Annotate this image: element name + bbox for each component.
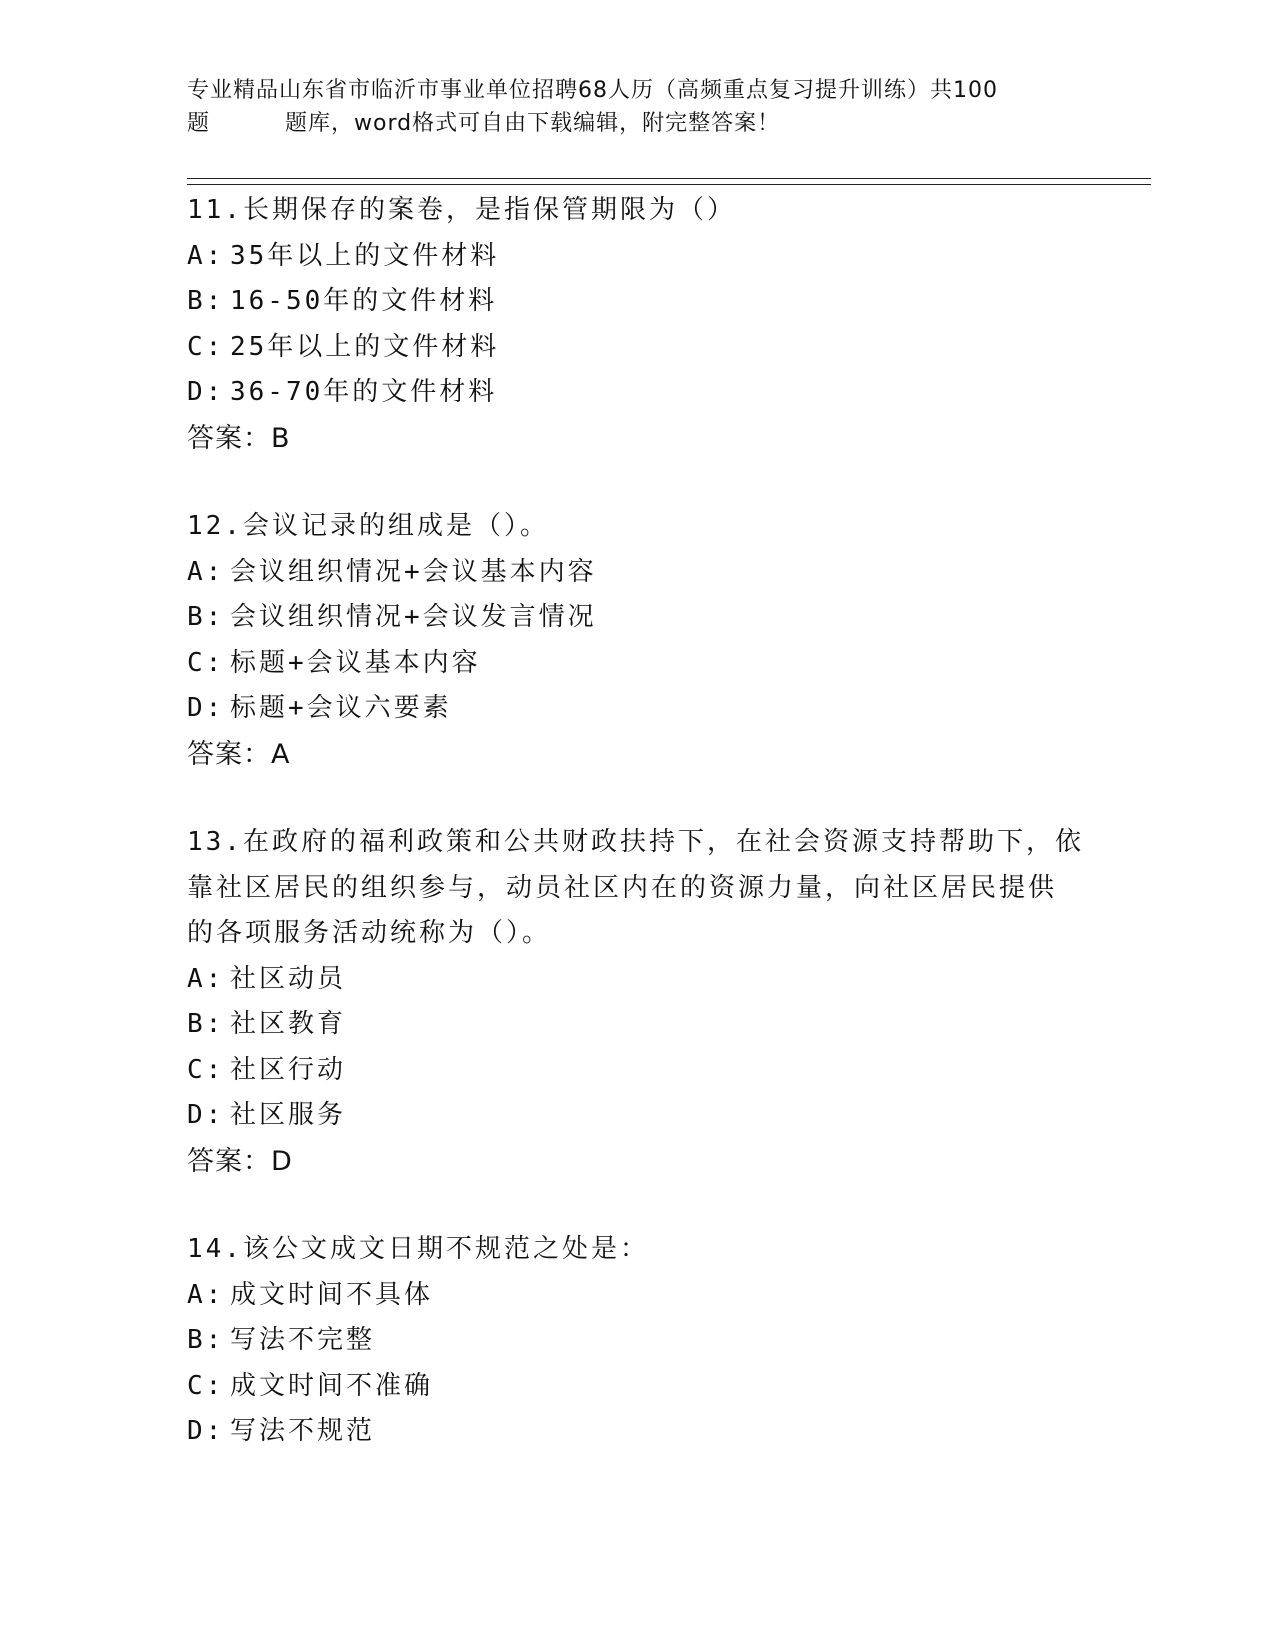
question-stem-line-3: 的各项服务活动统称为（）。 bbox=[187, 918, 552, 948]
question-12 bbox=[187, 504, 1087, 777]
option-a bbox=[187, 1273, 1087, 1319]
header-title-line-2 bbox=[187, 107, 1067, 140]
option-b bbox=[187, 1002, 1087, 1048]
option-label: C: bbox=[187, 647, 225, 678]
option-text: 35年以上的文件材料 bbox=[230, 240, 500, 271]
option-label: A: bbox=[187, 1279, 225, 1310]
question-13 bbox=[187, 820, 1087, 1184]
option-label: B: bbox=[187, 1009, 225, 1039]
option-a bbox=[187, 234, 1087, 280]
question-14 bbox=[187, 1227, 1087, 1455]
option-label: A: bbox=[187, 556, 225, 587]
option-label: B: bbox=[187, 286, 225, 316]
option-label: B: bbox=[187, 1325, 225, 1355]
option-text: 25年以上的文件材料 bbox=[230, 331, 500, 362]
answer-line: 答案：A bbox=[187, 738, 291, 770]
option-label: D: bbox=[187, 693, 225, 723]
option-text: 标题+会议六要素 bbox=[230, 693, 452, 723]
question-list bbox=[187, 188, 1087, 1498]
question-11 bbox=[187, 188, 1087, 461]
option-d bbox=[187, 686, 1087, 732]
document-header bbox=[187, 74, 1067, 140]
header-title-line-2-text: 题库，word格式可自由下载编辑，附完整答案！ bbox=[285, 111, 781, 136]
option-c bbox=[187, 641, 1087, 687]
option-label: D: bbox=[187, 1416, 225, 1446]
option-b bbox=[187, 595, 1087, 641]
option-label: B: bbox=[187, 602, 225, 632]
option-text: 成文时间不准确 bbox=[230, 1370, 434, 1401]
option-text: 社区行动 bbox=[230, 1054, 347, 1085]
option-b bbox=[187, 279, 1087, 325]
header-title-line-1: 专业精品山东省市临沂市事业单位招聘68人历（高频重点复习提升训练）共100 bbox=[187, 78, 998, 103]
header-divider-top bbox=[187, 178, 1151, 179]
option-d bbox=[187, 1093, 1087, 1139]
header-title-line-2-prefix: 题 bbox=[187, 111, 211, 136]
header-divider-bottom bbox=[187, 184, 1151, 185]
option-a bbox=[187, 957, 1087, 1003]
option-label: D: bbox=[187, 1100, 225, 1130]
option-c bbox=[187, 325, 1087, 371]
option-label: C: bbox=[187, 1054, 225, 1085]
option-c bbox=[187, 1048, 1087, 1094]
option-text: 会议组织情况+会议基本内容 bbox=[230, 556, 597, 587]
option-label: D: bbox=[187, 377, 225, 407]
question-stem: 11.长期保存的案卷，是指保管期限为（） bbox=[187, 195, 736, 225]
option-text: 社区教育 bbox=[230, 1009, 347, 1039]
question-stem-line-1: 13.在政府的福利政策和公共财政扶持下，在社会资源支持帮助下，依 bbox=[187, 827, 1084, 857]
question-stem: 14.该公文成文日期不规范之处是： bbox=[187, 1234, 649, 1264]
option-text: 社区动员 bbox=[230, 963, 347, 994]
option-label: A: bbox=[187, 240, 225, 271]
option-text: 36-70年的文件材料 bbox=[230, 377, 498, 407]
question-stem-line-2: 靠社区居民的组织参与，动员社区内在的资源力量，向社区居民提供 bbox=[187, 872, 1058, 903]
option-text: 成文时间不具体 bbox=[230, 1279, 434, 1310]
option-text: 16-50年的文件材料 bbox=[230, 286, 498, 316]
option-text: 写法不完整 bbox=[230, 1325, 376, 1355]
option-text: 标题+会议基本内容 bbox=[230, 647, 481, 678]
option-text: 会议组织情况+会议发言情况 bbox=[230, 602, 597, 632]
question-stem: 12.会议记录的组成是（）。 bbox=[187, 511, 549, 541]
option-label: A: bbox=[187, 963, 225, 994]
option-a bbox=[187, 550, 1087, 596]
answer-line: 答案：D bbox=[187, 1145, 293, 1177]
option-text: 写法不规范 bbox=[230, 1416, 376, 1446]
option-label: C: bbox=[187, 331, 225, 362]
option-c bbox=[187, 1364, 1087, 1410]
answer-line: 答案：B bbox=[187, 422, 291, 454]
option-text: 社区服务 bbox=[230, 1100, 347, 1130]
option-label: C: bbox=[187, 1370, 225, 1401]
option-d bbox=[187, 1409, 1087, 1455]
option-b bbox=[187, 1318, 1087, 1364]
option-d bbox=[187, 370, 1087, 416]
